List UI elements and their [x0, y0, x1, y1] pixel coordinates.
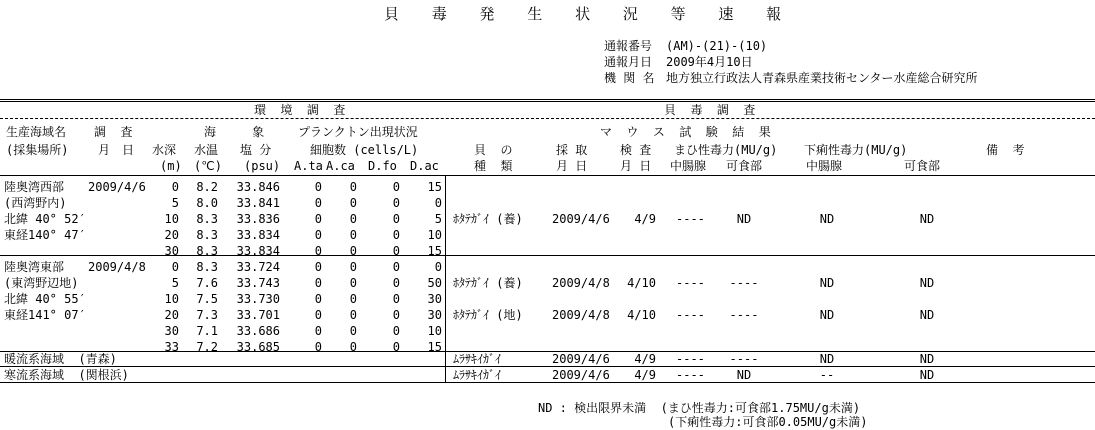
shellfish-dsp-mid: --: [819, 368, 835, 382]
env-survey-header: 環 境 調 査: [254, 103, 346, 117]
report-number-value: (AM)-(21)-(10): [666, 39, 768, 53]
shellfish-psp-mid: ----: [676, 308, 705, 322]
cell-ata: 0: [314, 180, 322, 194]
shellfish-psp-mid: ----: [676, 352, 705, 366]
cell-temp: 8.3: [196, 228, 218, 242]
shellfish-dsp-mid: ND: [819, 308, 835, 322]
shellfish-dsp-edible: ND: [919, 276, 935, 290]
remarks-header: 備 考: [986, 143, 1025, 157]
cell-ata: 0: [314, 292, 322, 306]
temp-unit: (℃): [194, 159, 222, 173]
report-number-label: 通報番号: [604, 39, 653, 53]
cell-temp: 7.3: [196, 308, 218, 322]
depth-unit: (m): [160, 159, 182, 173]
sea-area-header: 生産海域名: [6, 125, 67, 139]
station-label: 北緯 40° 52′: [4, 212, 86, 226]
cell-temp: 8.3: [196, 260, 218, 274]
ata-header: A.ta: [294, 159, 323, 173]
dfo-header: D.fo: [368, 159, 397, 173]
shellfish-samp: 2009/4/6: [552, 212, 610, 226]
cell-ata: 0: [314, 260, 322, 274]
extra-sea-area: 寒流系海域 (関根浜): [4, 368, 129, 382]
cell-sal: 33.730: [236, 292, 280, 306]
shellfish-psp-edible: ND: [736, 212, 752, 226]
dac-header: D.ac: [410, 159, 439, 173]
salinity-unit: (psu): [244, 159, 281, 173]
station-label: (西湾野内): [4, 196, 67, 210]
cell-depth: 0: [171, 260, 179, 274]
shellfish-dsp-edible: ND: [919, 368, 935, 382]
table-top-rule-2: [0, 101, 1095, 102]
nd-note: ND : 検出限界未満 (まひ性毒力:可食部1.75MU/g未満): [538, 401, 861, 415]
station-label: 東経141° 07′: [4, 308, 86, 322]
water-temp-header: 水温: [194, 143, 219, 157]
shellfish-samp: 2009/4/8: [552, 308, 610, 322]
shellfish-psp-mid: ----: [676, 212, 705, 226]
cell-temp: 8.0: [196, 196, 218, 210]
section-divider: [445, 176, 446, 382]
shellfish-dsp-mid: ND: [819, 352, 835, 366]
inspection-md-header: 月 日: [620, 159, 652, 173]
station-label: 東経140° 47′: [4, 228, 86, 242]
cell-aca: 0: [349, 228, 357, 242]
dsp-midgut-header: 中腸腺: [806, 159, 843, 173]
cell-ata: 0: [314, 196, 322, 210]
survey-date: 2009/4/6: [88, 180, 146, 194]
cell-ata: 0: [314, 212, 322, 226]
cell-dac: 30: [427, 292, 442, 306]
table-top-rule: [0, 99, 1095, 100]
cell-dac: 5: [434, 212, 442, 226]
cell-ata: 0: [314, 276, 322, 290]
shell-header: 貝 の: [474, 143, 513, 157]
cell-aca: 0: [349, 180, 357, 194]
cell-aca: 0: [349, 308, 357, 322]
cell-sal: 33.836: [236, 212, 280, 226]
cell-dac: 0: [434, 196, 442, 210]
header-dashed-rule: [0, 118, 1095, 119]
dsp-edible-header: 可食部: [904, 159, 941, 173]
shellfish-samp: 2009/4/8: [552, 276, 610, 290]
shellfish-psp-edible: ND: [736, 368, 752, 382]
cell-dac: 15: [427, 244, 442, 258]
shellfish-insp: 4/9: [634, 212, 656, 226]
cell-dac: 30: [427, 308, 442, 322]
depth-header: 水深: [152, 143, 177, 157]
report-date-label: 通報月日: [604, 55, 653, 69]
shellfish-insp: 4/10: [627, 276, 656, 290]
shellfish-insp: 4/9: [634, 352, 656, 366]
cell-depth: 20: [164, 308, 179, 322]
cell-dfo: 0: [392, 228, 400, 242]
shellfish-psp-edible: ----: [729, 308, 759, 322]
shellfish-psp-edible: ----: [729, 276, 759, 290]
cell-ata: 0: [314, 340, 322, 354]
cell-aca: 0: [349, 276, 357, 290]
cell-depth: 5: [171, 196, 179, 210]
cell-dac: 15: [427, 180, 442, 194]
cell-depth: 30: [164, 324, 179, 338]
shellfish-kind: ﾑﾗｻｷｲｶﾞｲ: [453, 352, 502, 366]
shelltox-survey-header: 貝 毒 調 査: [664, 103, 756, 117]
cell-dac: 10: [427, 228, 442, 242]
shellfish-dsp-edible: ND: [919, 212, 935, 226]
cell-dfo: 0: [392, 260, 400, 274]
psp-edible-header: 可食部: [726, 159, 763, 173]
cell-aca: 0: [349, 196, 357, 210]
shellfish-dsp-edible: ND: [919, 308, 935, 322]
cell-sal: 33.701: [236, 308, 280, 322]
cell-dfo: 0: [392, 276, 400, 290]
cell-aca: 0: [349, 244, 357, 258]
sampling-md-header: 月 日: [556, 159, 588, 173]
day-header: 日: [122, 143, 135, 157]
dsp-header: 下痢性毒力(MU/g): [804, 143, 908, 157]
cell-temp: 8.3: [196, 212, 218, 226]
cell-dfo: 0: [392, 324, 400, 338]
shellfish-dsp-mid: ND: [819, 212, 835, 226]
cell-dfo: 0: [392, 292, 400, 306]
shellfish-kind: ﾑﾗｻｷｲｶﾞｲ: [453, 368, 502, 382]
cell-aca: 0: [349, 212, 357, 226]
cell-depth: 5: [171, 276, 179, 290]
cell-dac: 10: [427, 324, 442, 338]
nd-note-2: (下痢性毒力:可食部0.05MU/g未満): [668, 415, 868, 429]
month-header: 月: [98, 143, 111, 157]
shellfish-psp-mid: ----: [676, 368, 705, 382]
cell-sal: 33.841: [236, 196, 280, 210]
shellfish-insp: 4/9: [634, 368, 656, 382]
cell-aca: 0: [349, 260, 357, 274]
cell-dac: 15: [427, 340, 442, 354]
shellfish-psp-edible: ----: [729, 352, 759, 366]
cell-dac: 0: [434, 260, 442, 274]
cell-sal: 33.686: [236, 324, 280, 338]
cell-sal: 33.743: [236, 276, 280, 290]
cell-aca: 0: [349, 324, 357, 338]
station-label: 陸奥湾西部: [4, 180, 65, 194]
page-title: 貝 毒 発 生 状 況 等 速 報: [384, 5, 796, 23]
cell-dfo: 0: [392, 180, 400, 194]
cell-temp: 7.1: [196, 324, 218, 338]
cell-aca: 0: [349, 340, 357, 354]
kind-header: 種 類: [474, 159, 513, 173]
org-label: 機 関 名: [604, 71, 655, 85]
psp-midgut-header: 中腸腺: [670, 159, 707, 173]
shellfish-kind: ﾎﾀﾃｶﾞｲ (養): [453, 212, 523, 226]
survey-date: 2009/4/8: [88, 260, 146, 274]
shellfish-insp: 4/10: [627, 308, 656, 322]
cell-dfo: 0: [392, 212, 400, 226]
shellfish-psp-mid: ----: [676, 276, 705, 290]
cell-sal: 33.685: [236, 340, 280, 354]
survey-header: 調 査: [94, 125, 133, 139]
sea-state-header: 海 象: [204, 125, 265, 139]
cell-dfo: 0: [392, 340, 400, 354]
cell-temp: 7.5: [196, 292, 218, 306]
salinity-header: 塩 分: [240, 143, 272, 157]
cell-depth: 30: [164, 244, 179, 258]
cell-sal: 33.846: [236, 180, 280, 194]
org-value: 地方独立行政法人青森県産業技術センター水産総合研究所: [666, 71, 978, 85]
cell-dac: 50: [427, 276, 442, 290]
station-label: 北緯 40° 55′: [4, 292, 86, 306]
cell-ata: 0: [314, 244, 322, 258]
station-label: (東湾野辺地): [4, 276, 79, 290]
shellfish-kind: ﾎﾀﾃｶﾞｲ (地): [453, 308, 523, 322]
cell-ata: 0: [314, 228, 322, 242]
cell-depth: 0: [171, 180, 179, 194]
cells-header: 細胞数 (cells/L): [310, 143, 419, 157]
cell-ata: 0: [314, 308, 322, 322]
shellfish-samp: 2009/4/6: [552, 352, 610, 366]
cell-temp: 7.2: [196, 340, 218, 354]
cell-temp: 8.2: [196, 180, 218, 194]
collect-place-header: (採集場所): [6, 143, 69, 157]
report-date-value: 2009年4月10日: [666, 55, 753, 69]
inspection-header: 検 査: [620, 143, 652, 157]
header-bottom-rule: [0, 175, 1095, 176]
cell-aca: 0: [349, 292, 357, 306]
cell-sal: 33.724: [236, 260, 280, 274]
shellfish-dsp-mid: ND: [819, 276, 835, 290]
cell-dfo: 0: [392, 308, 400, 322]
cell-depth: 10: [164, 292, 179, 306]
cell-depth: 33: [164, 340, 179, 354]
shellfish-dsp-edible: ND: [919, 352, 935, 366]
cell-depth: 10: [164, 212, 179, 226]
shellfish-samp: 2009/4/6: [552, 368, 610, 382]
cell-depth: 20: [164, 228, 179, 242]
cell-sal: 33.834: [236, 244, 280, 258]
cell-dfo: 0: [392, 244, 400, 258]
shellfish-kind: ﾎﾀﾃｶﾞｲ (養): [453, 276, 523, 290]
aca-header: A.ca: [326, 159, 355, 173]
cell-sal: 33.834: [236, 228, 280, 242]
sampling-header: 採 取: [556, 143, 588, 157]
cell-temp: 7.6: [196, 276, 218, 290]
station-label: 陸奥湾東部: [4, 260, 65, 274]
mouse-test-header: マ ウ ス 試 験 結 果: [600, 125, 771, 139]
plankton-header: プランクトン出現状況: [298, 125, 418, 139]
cell-temp: 8.3: [196, 244, 218, 258]
psp-header: まひ性毒力(MU/g): [674, 143, 778, 157]
extra-sea-area: 暖流系海域 (青森): [4, 352, 117, 366]
cell-ata: 0: [314, 324, 322, 338]
cell-dfo: 0: [392, 196, 400, 210]
